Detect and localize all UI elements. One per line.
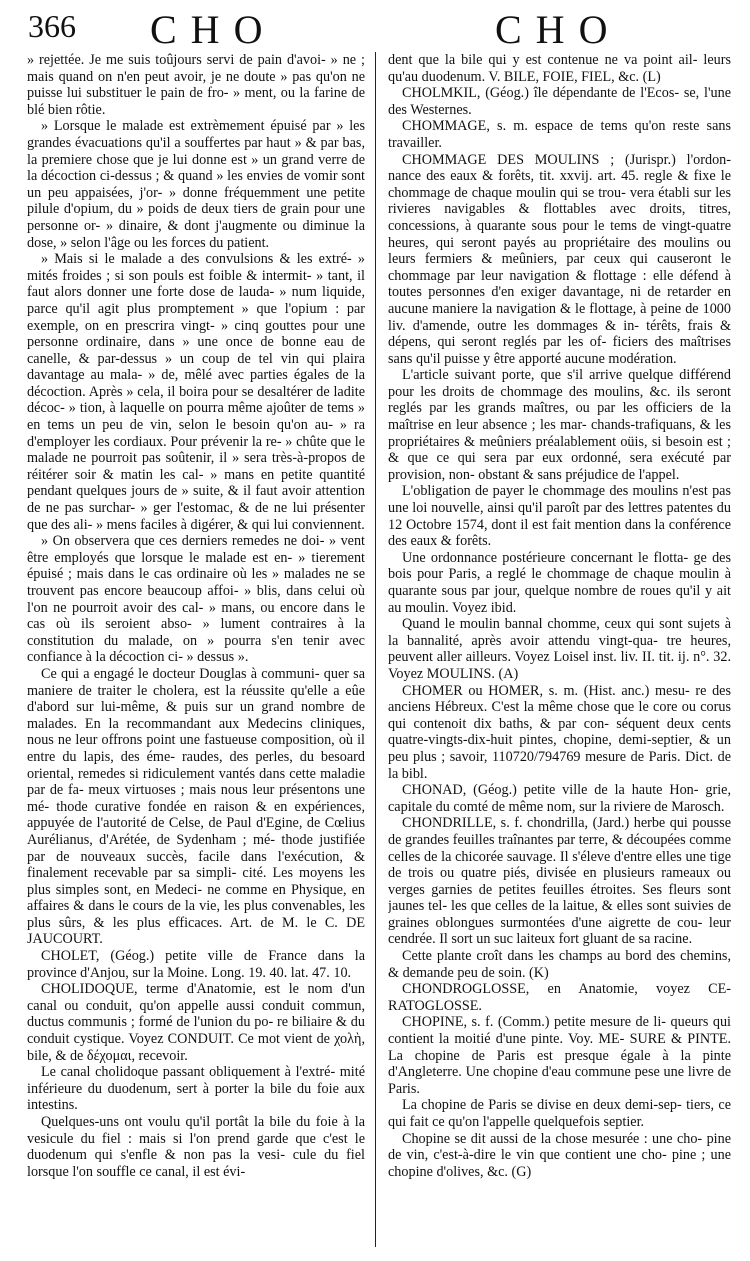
paragraph: » Mais si le malade a des convulsions & les extré- » mités froides ; si son pouls est foible & intermit- » tant, il faut alors donner une forte dose de lauda- » num liquide, parce qu'il agit plus promptement » que l'opium : par exemple, on en prescrira vingt- » cinq gouttes pour une personne ordinaire, dans » une once de bonne eau de canelle, & par-dessus » un coup de tel vin qui plaira davantage au mala- » de, mêlé avec parties égales de la décoction. Après » cela, il boira pour se desaltérer de ladite décoc- » tion, à laquelle on pourra même ajoûter de tems » en tems un peu de vin, selon le besoin qu'on au- » ra d'employer les cordiaux. Pour prévenir la re- » chûte que le malade ne pourroit pas soûtenir, il » sera très-à-propos de réitérer soir & matin les cal- » mans en petite quantité pendant quelques jours de » suite, & il faut avoir attention de ne pas surchar- » ger l'estomac, & de ne lui présenter que des ali- » mens faciles à digérer, & qui lui conviennent.: [27, 251, 365, 533]
running-head-left: CHO: [150, 7, 277, 52]
paragraph: Quelques-uns ont voulu qu'il portât la bile du foie à la vesicule du fiel : mais si l'on prend garde que c'est le duodenum qui s'enfle & non pas la vesi- cule du fiel lorsque l'on souffle ce canal, il est évi-: [27, 1114, 365, 1180]
paragraph: Ce qui a engagé le docteur Douglas à communi- quer sa maniere de traiter le cholera, est la réussite qu'elle a eûe d'abord sur lui-même, & puis sur un grand nombre de malades. En la recommandant aux Medecins cliniques, nous ne leur offrons point une fastueuse composition, où il entre du lapis, des éme- raudes, des perles, du besoard oriental, remedes si ridiculement vantés dans cette maladie par de fa- meux virtuoses ; mais nous leur présentons une mé- thode curative fondée en raison & en expériences, appuyée de l'autorité de Celse, de Paul d'Egine, de Cœlius Aurélianus, d'Arétée, de Sydenham ; mé- thode justifiée par de nouveaux succès, facile dans l'exécution, & finalement recevable par sa simpli- cité. Les moyens les plus simples sont, en Medeci- ne comme en Physique, en affaires & dans le cours de la vie, les plus convenables, les plus sûrs, & les plus efficaces. Art. de M. le C. DE JAUCOURT.: [27, 665, 365, 948]
entry-cholet: CHOLET, (Géog.) petite ville de France dans la province d'Anjou, sur la Moine. Long. 19. 40. lat. 47. 10.: [27, 948, 365, 981]
page-number: 366: [28, 8, 76, 44]
entry-chopine: CHOPINE, s. f. (Comm.) petite mesure de li- queurs qui contient la moitié d'une pinte. Voy. ME- SURE & PINTE. La chopine de Paris est presque égale à la pinte d'Angleterre. Une chopine d'eau commune pese une livre de Paris.: [388, 1014, 731, 1097]
left-column: [27, 52, 365, 1252]
paragraph: dent que la bile qui y est contenue ne va point ail- leurs qu'au duodenum. V. BILE, FOIE, FIEL, &c. (L): [388, 52, 731, 85]
paragraph: Chopine se dit aussi de la chose mesurée : une cho- pine de vin, c'est-à-dire le vin que contient une cho- pine ; une chopine d'olives, &c. (G): [388, 1130, 731, 1180]
right-column: [388, 52, 731, 1252]
entry-cholidoque: CHOLIDOQUE, terme d'Anatomie, est le nom d'un canal ou conduit, qu'on appelle aussi conduit commun, ductus communis ; formé de l'union du po- re biliaire & du conduit cystique. Voyez CONDUIT. Ce mot vient de χολὴ, bile, & de δέχομαι, recevoir.: [27, 981, 365, 1064]
page-header: [0, 6, 750, 50]
entry-chondroglosse: CHONDROGLOSSE, en Anatomie, voyez CE- RATOGLOSSE.: [388, 981, 731, 1014]
paragraph: L'article suivant porte, que s'il arrive quelque différend pour les droits de chommage des moulins, &c. ils seront reglés par les grands maîtres, ou par les officiers de la maîtrise en leur absence ; les mar- chands-trafiquans, & les propriétaires & meûniers préalablement oüis, si besoin est ; & que ce qui sera par eux ordonné, sera exécuté par provision, non- obstant & sans préjudice de l'appel.: [388, 367, 731, 483]
paragraph: » rejettée. Je me suis toûjours servi de pain d'avoi- » ne ; mais quand on n'en peut avoir, je ne doute » pas qu'on ne puisse lui substituer le pain de fro- » ment, ou la farine de blé bien rôtie.: [27, 52, 365, 118]
paragraph: » On observera que ces derniers remedes ne doi- » vent être employés que lorsque le malade est en- » tierement épuisé ; mais dans le cas ordinaire où les » malades ne se trouvent pas encore beaucoup affoi- » blis, dans celui où l'on ne pourroit avoir des cal- » mans, ou encore dans le cas où ils seroient abso- » lument contraires à la constitution du malade, on » pourra s'en tenir avec confiance à la décoction ci- » dessus ».: [27, 533, 365, 666]
paragraph: Cette plante croît dans les champs au bord des chemins, & demande peu de soin. (K): [388, 948, 731, 981]
paragraph: » Lorsque le malade est extrèmement épuisé par » les grandes évacuations qu'il a souffertes par haut » & par bas, la premiere chose que je lui donne est » un grand verre de la décoction ci-dessus ; & quand » les envies de vomir sont un peu appaisées, j'or- » donne fréquemment une petite pilule d'opium, du » poids de deux tiers de grain pour une personne or- » dinaire, & dont j'augmente ou diminue la dose, » selon l'âge ou les forces du patient.: [27, 118, 365, 251]
entry-chonad: CHONAD, (Géog.) petite ville de la haute Hon- grie, capitale du comté de même nom, sur la riviere de Marosch.: [388, 782, 731, 815]
entry-chomer: CHOMER ou HOMER, s. m. (Hist. anc.) mesu- re des anciens Hébreux. C'est la même chose que le core ou corus qui contenoit dix baths, & par con- séquent deux cents quatre-vingts-dix-huit pintes, chopine, demi-septier, & un peu plus ; savoir, 110720/794769 mesure de Paris. Dict. de la bibl.: [388, 682, 731, 782]
entry-cholmkil: CHOLMKIL, (Géog.) île dépendante de l'Ecos- se, l'une des Westernes.: [388, 85, 731, 118]
paragraph: L'obligation de payer le chommage des moulins n'est pas une loi nouvelle, ainsi qu'il paroît par des lettres patentes du 12 Octobre 1574, dont il est fait mention dans la conférence des eaux & forêts.: [388, 483, 731, 550]
running-head-right: CHO: [495, 7, 622, 52]
paragraph: Quand le moulin bannal chomme, ceux qui sont sujets à la bannalité, après avoir attendu vingt-qua- tre heures, peuvent aller ailleurs. Voyez Loisel inst. liv. II. tit. ij. n°. 32. Voyez MOULINS. (A): [388, 616, 731, 682]
column-divider: [375, 52, 376, 1247]
entry-chondrille: CHONDRILLE, s. f. chondrilla, (Jard.) herbe qui pousse de grandes feuilles traînantes par terre, & découpées comme celles de la chicorée sauvage. Il s'éleve d'entre elles une tige de trois ou quatre piés, divisée en plusieurs rameaux ou verges garnies de petites feuilles étroites. Ses fleurs sont jaunes tel- les que celles de la laitue, & elles sont suivies de graines oblongues surmontées d'une aigrette de cou- leur cendrée. Il sort un suc laiteux fort gluant de sa racine.: [388, 815, 731, 948]
entry-chommage-des-moulins: CHOMMAGE DES MOULINS ; (Jurispr.) l'ordon- nance des eaux & forêts, tit. xxvij. art. 45. regle & fixe le chommage de chaque moulin qui se trou- vera établi sur les rivieres navigables & flottables avec droits, titres, concessions, à quarante sous pour le tems de vingt-quatre heures, qui seront payés au propriétaire des moulins ou leurs fermiers & meûniers, par ceux qui causeront le chommage par leur navigation & flottage : elle défend à toutes personnes d'en exiger davantage, ni de retarder en aucune maniere la navigation & le flottage, à peine de 1000 liv. d'amende, outre les dommages & in- térêts, frais & dépens, qui seront reglés par les of- ficiers des maîtrises sans qu'il puisse y être apporté aucune modération.: [388, 151, 731, 367]
paragraph: Le canal cholidoque passant obliquement à l'extré- mité inférieure du duodenum, sert à porter la bile du foie aux intestins.: [27, 1064, 365, 1114]
entry-chommage: CHOMMAGE, s. m. espace de tems qu'on reste sans travailler.: [388, 118, 731, 151]
paragraph: La chopine de Paris se divise en deux demi-sep- tiers, ce qui fait ce qu'on l'appelle quelquefois septier.: [388, 1097, 731, 1130]
paragraph: Une ordonnance postérieure concernant le flotta- ge des bois pour Paris, a reglé le chommage de chaque moulin à quarante sous par jour, quelque nombre de roues qu'il y ait au moulin. Voyez ibid.: [388, 549, 731, 616]
